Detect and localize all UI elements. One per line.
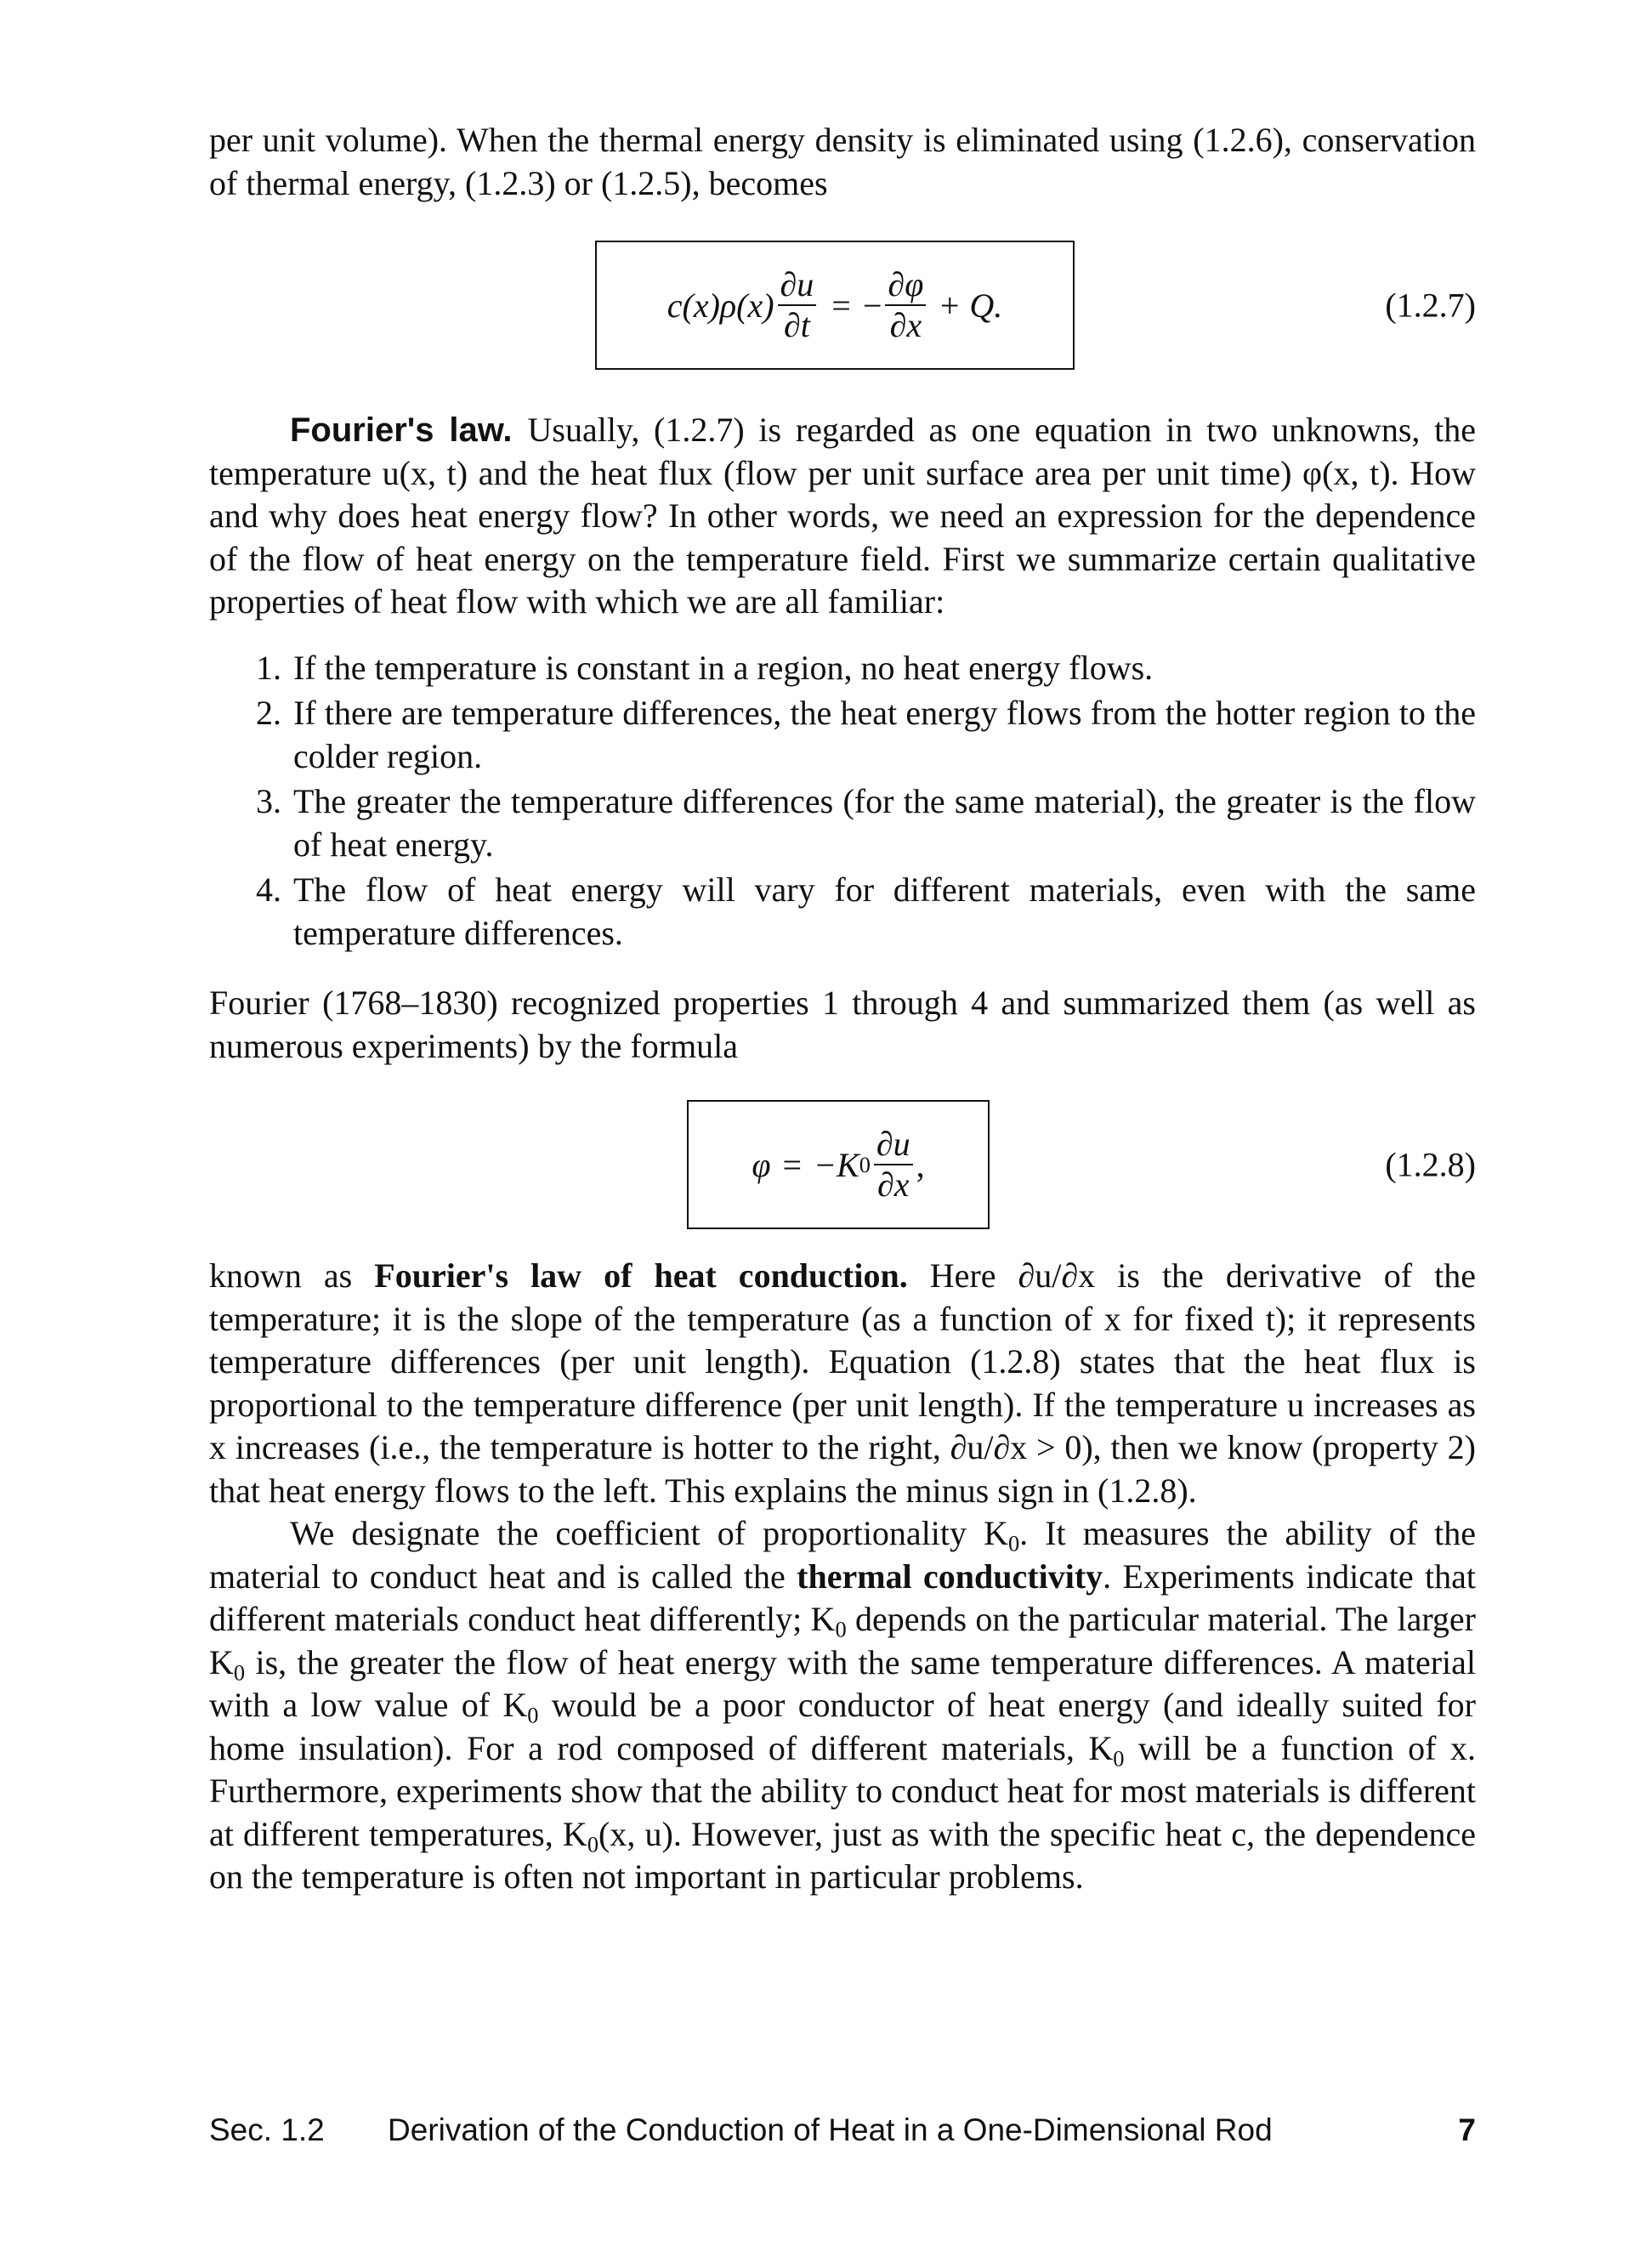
subscript: 0 — [587, 1830, 599, 1857]
conductivity-text: (x, u). However, just as with the specific heat c, the dependence on the temperature is often not important in particular problems. — [209, 1814, 1477, 1896]
conduction-text: Here ∂u/∂x is the derivative of the temperature; it is the slope of the temperature (as a function of x for fixed t); it represents temperature differences (per unit length). Equation (1.2.8) states that the heat flux is proportional to the temperature difference (per unit length). If the temperature u increases as x increases (i.e., the temperature is hotter to the right, ∂u/∂x > 0), then we know (property 2) that heat energy flows to the left. This explains the minus sign in (1.2.8). — [209, 1256, 1477, 1510]
list-number: 2. — [256, 694, 281, 732]
subscript: 0 — [1007, 1530, 1020, 1556]
conductivity-text: would be a poor conductor of heat energy (and ideally suited for home insulation). For a rod composed of different materials, K — [209, 1686, 1476, 1767]
list-text: The greater the temperature differences (for the same material), the greater is the flow of heat energy. — [293, 782, 1476, 864]
conductivity-text: . Experiments indicate that different materials conduct heat differently; K — [209, 1556, 1477, 1638]
bold-term: Fourier's law of heat conduction. — [374, 1256, 908, 1295]
eq-tail: , — [916, 1145, 925, 1184]
subscript: 0 — [1113, 1744, 1125, 1771]
fraction-du-dt — [778, 267, 817, 343]
equation-box — [595, 241, 1075, 370]
list-item — [209, 692, 1476, 778]
subscript: 0 — [835, 1616, 847, 1642]
equation-number: (1.2.7) — [1385, 286, 1476, 325]
equation-box: φ = −K 0 $\frac{\partial u}{\partial x}$ , — [687, 1100, 990, 1229]
fourier-law-text: Usually, (1.2.7) is regarded as one equation in two unknowns, the temperature u(x, t) and the heat flux (flow per unit surface area per unit time) φ(x, t). How and why does heat energy flow? In other words, we need an expression for the dependence of the flow of heat energy on the temperature field. First we summarize certain qualitative properties of heat flow with which we are all familiar: — [209, 411, 1477, 621]
conductivity-text: . It measures the ability of the material to conduct heat and is called the — [209, 1514, 1476, 1596]
fraction-denominator: ∂t — [783, 306, 810, 344]
fraction-denominator: ∂x — [889, 306, 922, 344]
eq-lhs: φ — [752, 1145, 771, 1184]
eq-rhs-tail: + Q. — [938, 286, 1003, 325]
subscript: 0 — [527, 1702, 539, 1728]
conductivity-text: depends on the particular material. The larger K — [209, 1600, 1476, 1681]
summary-paragraph: Fourier (1768–1830) recognized properties 1 through 4 and summarized them (as well as numerous experiments) by the formula — [209, 984, 1476, 1065]
conductivity-text: will be a function of x. Furthermore, experiments show that the ability to conduct heat for most materials is different at different temperatures, K — [209, 1728, 1476, 1853]
footer-section: Sec. 1.2 — [209, 2112, 325, 2147]
list-item — [209, 869, 1476, 955]
list-number: 1. — [256, 648, 281, 687]
fraction-denominator: ∂x — [877, 1165, 910, 1204]
page-body — [209, 119, 1476, 1899]
equals-sign: = — [782, 1145, 803, 1184]
list-text: If the temperature is constant in a region, no heat energy flows. — [293, 648, 1154, 687]
list-item — [209, 647, 1476, 690]
fraction-dphi-dx — [885, 267, 926, 343]
equation-1-2-7 — [209, 241, 1476, 370]
page-footer — [209, 2112, 1476, 2155]
list-text: If there are temperature differences, the heat energy flows from the hotter region to the colder region. — [293, 694, 1476, 775]
footer-title: Derivation of the Conduction of Heat in a One-Dimensional Rod — [388, 2112, 1273, 2147]
list-item — [209, 780, 1476, 866]
conductivity-text: We designate the coefficient of proportionality K — [290, 1514, 1008, 1552]
conduction-lead: known as — [209, 1256, 353, 1295]
equation-number: (1.2.8) — [1385, 1145, 1476, 1184]
fraction-du-dx — [874, 1126, 913, 1203]
subscript: 0 — [233, 1658, 246, 1685]
equals-sign: = — [831, 286, 851, 325]
list-text: The flow of heat energy will vary for different materials, even with the same temperature differences. — [293, 870, 1476, 952]
fraction-numerator: ∂u — [874, 1126, 913, 1165]
page-number: 7 — [1458, 2112, 1476, 2147]
intro-paragraph: per unit volume). When the thermal energy density is eliminated using (1.2.6), conservation of thermal energy, (1.2.3) or (1.2.5), becomes — [209, 121, 1476, 202]
fourier-law-paragraph — [209, 409, 1476, 624]
eq-lhs-prefix: c(x)ρ(x) — [667, 286, 774, 325]
conduction-paragraph — [209, 1255, 1476, 1512]
list-number: 4. — [256, 870, 281, 909]
fraction-numerator: ∂u — [778, 267, 817, 306]
properties-list — [209, 647, 1476, 955]
fraction-numerator: ∂φ — [885, 267, 926, 306]
list-number: 3. — [256, 782, 281, 820]
equation-1-2-8 — [209, 1100, 1476, 1229]
minus-sign: − — [862, 286, 882, 325]
bold-term: thermal conductivity — [797, 1556, 1103, 1596]
section-heading: Fourier's law. — [290, 411, 513, 449]
conductivity-text: is, the greater the flow of heat energy with the same temperature differences. A material with a low value of K — [209, 1642, 1476, 1724]
eq-coefficient: −K — [814, 1145, 859, 1184]
conductivity-paragraph — [209, 1512, 1476, 1899]
